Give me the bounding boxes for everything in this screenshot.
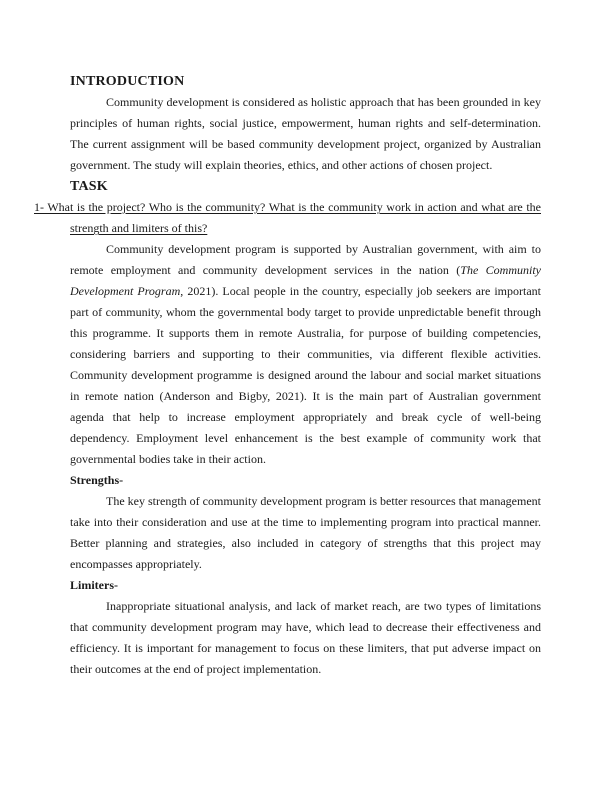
task-paragraph-text-before-citation: Community development program is supported by Australian government, with aim to remote employment and community development services in the nation (: [70, 242, 541, 277]
introduction-paragraph: Community development is considered as holistic approach that has been grounded in key principles of human rights, social justice, empowerment, human rights and self-determination. The current assignment will be based community development project, organized by Australian government. The study will explain theories, ethics, and other actions of chosen project.: [70, 95, 541, 172]
section-heading-introduction: INTRODUCTION: [70, 74, 185, 89]
task-paragraph: [70, 239, 541, 470]
task-paragraph-text-after-citation: , 2021). Local people in the country, especially job seekers are important part of community, whom the governmental body target to provide unpredictable benefit through this programme. It supports them in remote Australia, for purpose of building competencies, considering barriers and supporting to their communities, via different flexible activities. Community development programme is designed around the labour and social market situations in remote nation (Anderson and Bigby, 2021). It is the main part of Australian government agenda that help to increase employment appropriately and break cycle of well-being dependency. Employment level enhancement is the best example of community work that governmental bodies take in their action.: [70, 284, 541, 466]
task-paragraph-citation-italic: The Community Development Program: [70, 263, 541, 298]
section-heading-task: TASK: [70, 179, 108, 194]
strengths-paragraph: The key strength of community development program is better resources that management take into their consideration and use at the time to implementing program into practical manner. Better planning and strategies, also included in category of strengths that this project may encompasses appropriately.: [70, 494, 541, 571]
task-question: 1- What is the project? Who is the community? What is the community work in action and what are the strength and limiters of this?: [34, 200, 541, 235]
limiters-heading: Limiters-: [70, 578, 118, 592]
strengths-heading: Strengths-: [70, 473, 124, 487]
limiters-paragraph: Inappropriate situational analysis, and lack of market reach, are two types of limitations that community development program may have, which lead to decrease their effectiveness and efficiency. It is important for management to focus on these limiters, that put adverse impact on their outcomes at the end of project implementation.: [70, 599, 541, 676]
